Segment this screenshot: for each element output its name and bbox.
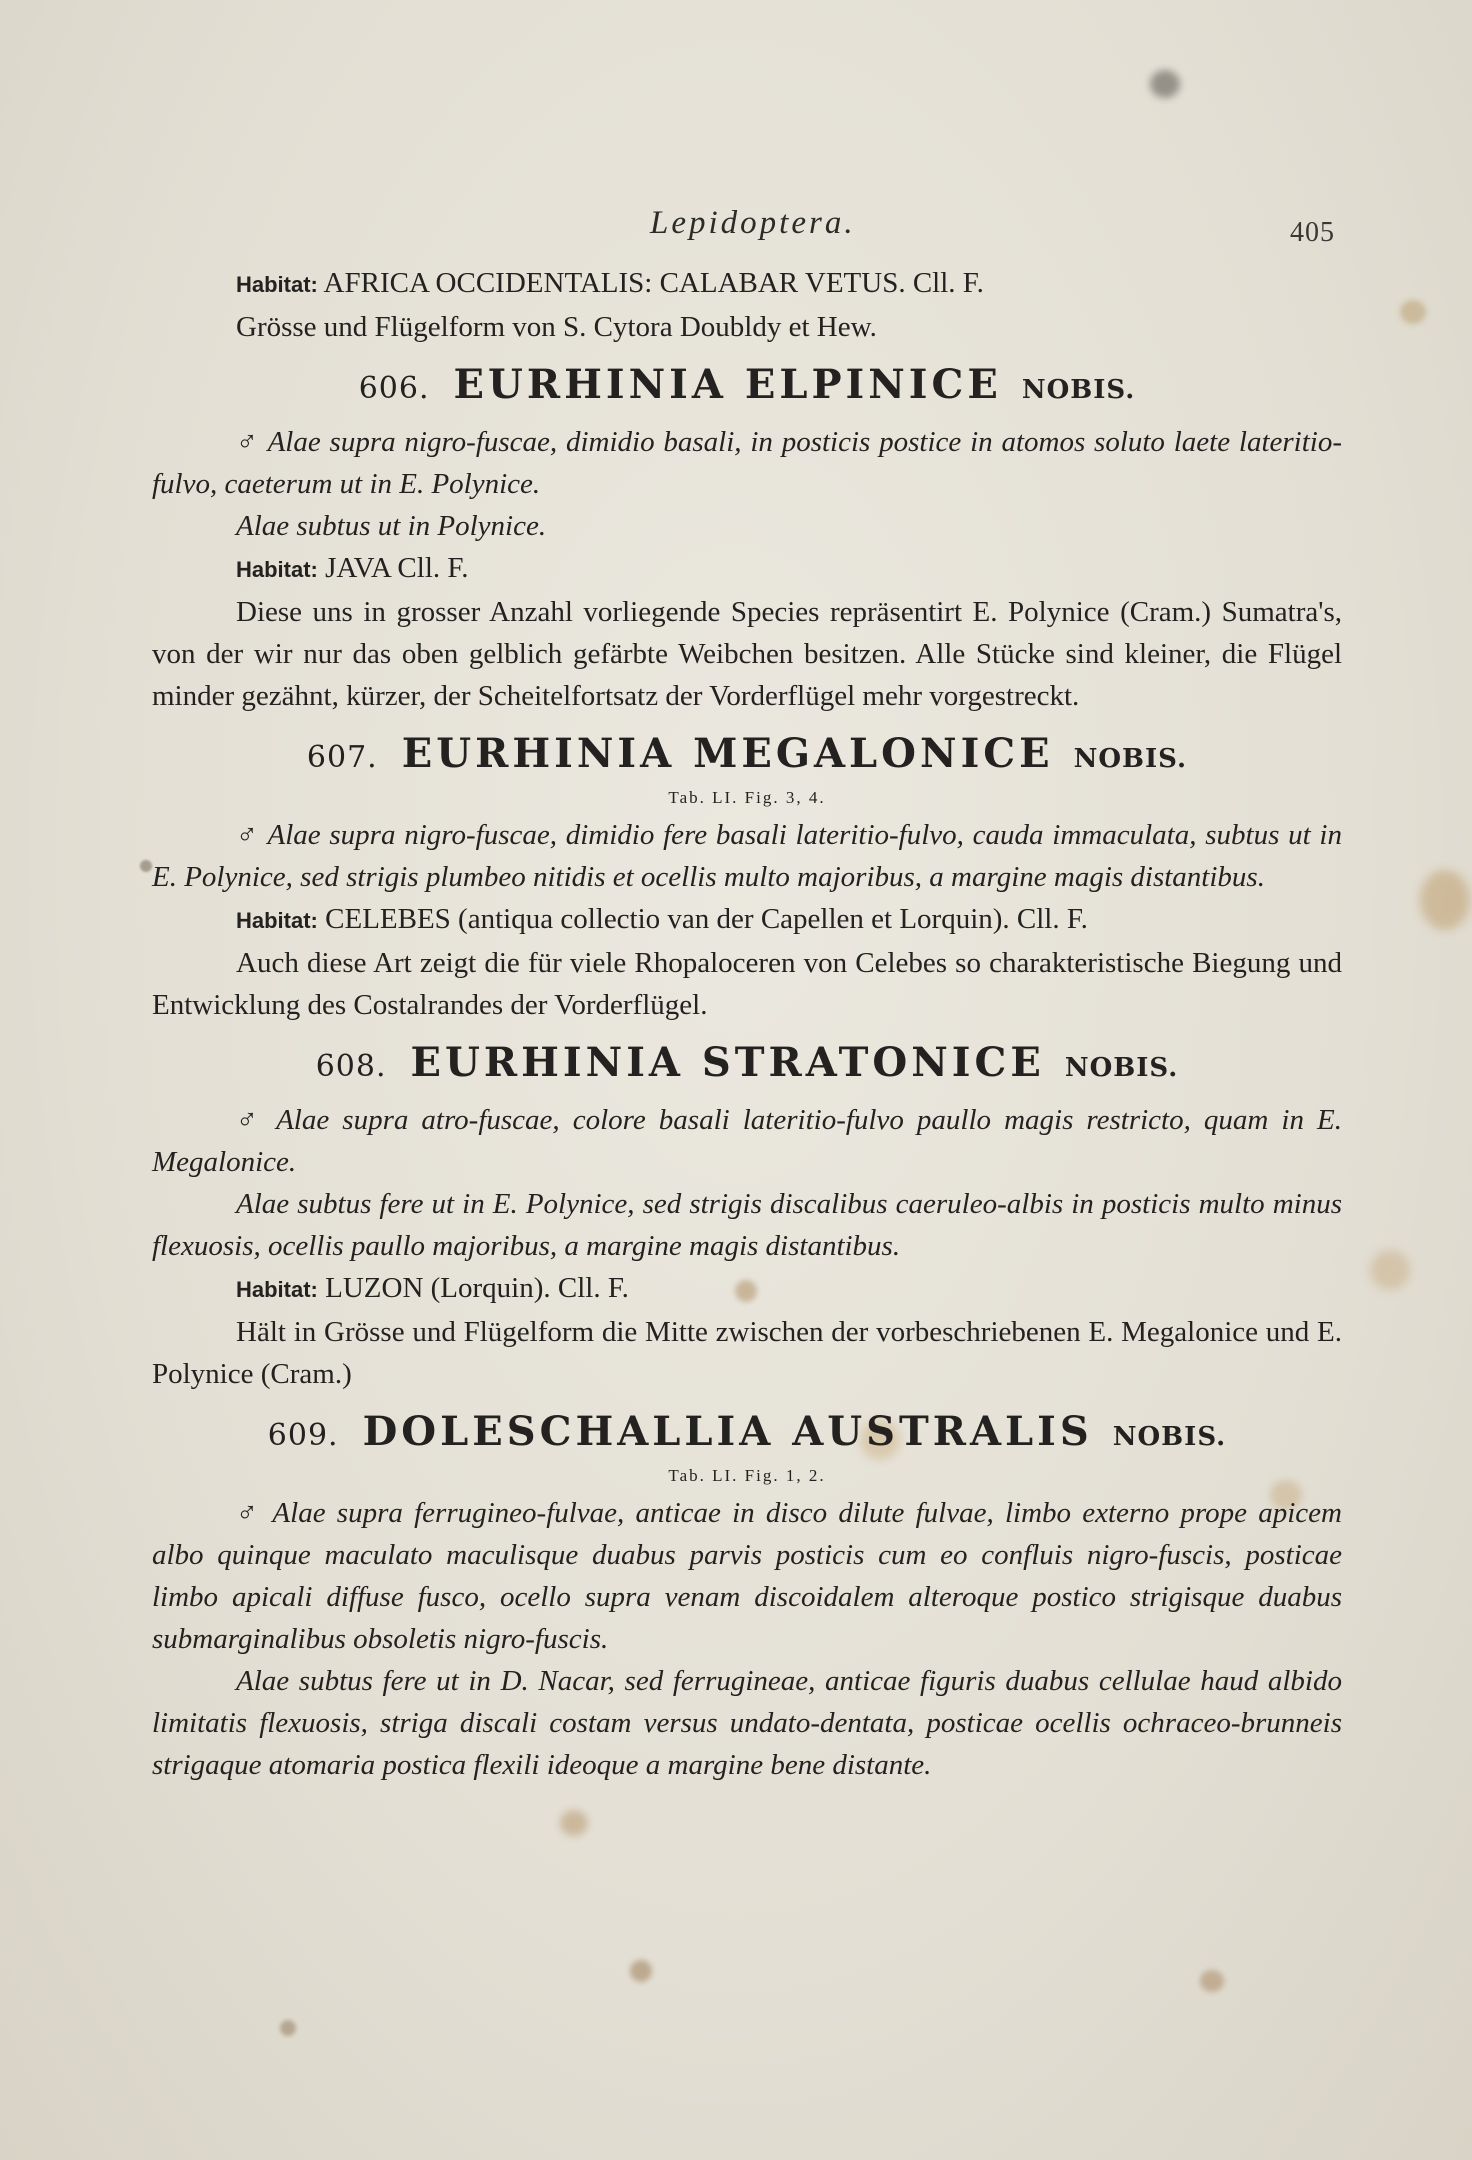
habitat-label: Habitat: [236, 908, 318, 933]
species-number: 608. [315, 1049, 387, 1084]
habitat-label: Habitat: [236, 557, 318, 582]
species-name: EURHINIA STRATONICE [410, 1039, 1045, 1086]
foxing-spot [1370, 1250, 1410, 1290]
running-head [0, 205, 1472, 248]
plate-reference: Tab. LI. Fig. 3, 4. [668, 788, 826, 807]
species-heading [152, 725, 1342, 788]
species-remark: Diese uns in grosser Anzahl vorliegende Species repräsentirt E. Polynice (Cram.) Sumatra's, von der wir nur das oben gelblich gefärbte Weibchen besitzen. Alle Stücke sind kleiner, die Flügel minder gezähnt, kürzer, der Scheitelfortsatz der Vorderflügel mehr vorgestreckt. [152, 596, 1342, 712]
foxing-spot [1420, 870, 1470, 930]
habitat-label: Habitat: [236, 1277, 318, 1302]
latin-description-underside: Alae subtus ut in Polynice. [236, 510, 547, 542]
habitat-label: Habitat: [236, 272, 318, 297]
plate-reference: Tab. LI. Fig. 1, 2. [668, 1466, 826, 1485]
species-habitat [152, 1267, 1342, 1311]
foxing-spot [280, 2020, 296, 2036]
species-name: EURHINIA MEGALONICE [401, 730, 1054, 777]
page-body [152, 262, 1342, 1786]
species-name: DOLESCHALLIA AUSTRALIS [362, 1408, 1093, 1455]
latin-description: ♂ Alae supra nigro-fuscae, dimidio basali, in posticis postice in atomos soluto laete lateritio-fulvo, caeterum ut in E. Polynice. [152, 426, 1342, 500]
latin-description: ♂ Alae supra atro-fuscae, colore basali lateritio-fulvo paullo magis restricto, quam in E. Megalonice. [152, 1104, 1342, 1178]
species-heading [152, 1034, 1342, 1097]
species-habitat [152, 547, 1342, 591]
habitat-text: AFRICA OCCIDENTALIS: CALABAR VETUS. Cll. F. [323, 267, 984, 299]
species-author: NOBIS. [1021, 375, 1136, 405]
species-number: 609. [267, 1418, 339, 1453]
habitat-text: JAVA Cll. F. [325, 552, 469, 584]
species-author: NOBIS. [1073, 744, 1188, 774]
page-number: 405 [1290, 217, 1335, 248]
species-habitat [152, 898, 1342, 942]
foxing-spot [630, 1960, 652, 1982]
species-remark: Auch diese Art zeigt die für viele Rhopaloceren von Celebes so charakteristische Biegung und Entwicklung des Costalrandes der Vorderflügel. [152, 947, 1342, 1021]
species-number: 607. [306, 740, 378, 775]
latin-description-underside: Alae subtus fere ut in E. Polynice, sed strigis discalibus caeruleo-albis in posticis multo minus flexuosis, ocellis paullo majoribus, a margine magis distantibus. [152, 1188, 1342, 1262]
latin-description-underside: Alae subtus fere ut in D. Nacar, sed ferrugineae, anticae figuris duabus cellulae haud albido limitatis flexuosis, striga discali costam versus undato-dentata, posticae ocellis ochraceo-brunneis strigaque atomaria postica flexili ideoque a margine bene distante. [152, 1665, 1342, 1781]
foxing-spot [560, 1810, 588, 1836]
latin-description: ♂ Alae supra nigro-fuscae, dimidio fere basali lateritio-fulvo, cauda immaculata, subtus ut in E. Polynice, sed strigis plumbeo nitidis et ocellis multo majoribus, a margine magis distantibus. [152, 819, 1342, 893]
foxing-spot [1400, 300, 1426, 324]
foxing-spot [140, 860, 152, 872]
intro-habitat [152, 262, 1342, 306]
species-remark: Hält in Grösse und Flügelform die Mitte zwischen der vorbeschriebenen E. Megalonice und E. Polynice (Cram.) [152, 1316, 1342, 1390]
species-author: NOBIS. [1112, 1422, 1227, 1452]
species-number: 606. [358, 371, 430, 406]
foxing-spot [1200, 1970, 1224, 1992]
species-heading [152, 1403, 1342, 1466]
species-name: EURHINIA ELPINICE [453, 361, 1002, 408]
running-head-title: Lepidoptera. [650, 205, 856, 241]
species-heading [152, 356, 1342, 419]
habitat-text: LUZON (Lorquin). Cll. F. [325, 1272, 629, 1304]
latin-description: ♂ Alae supra ferrugineo-fulvae, anticae in disco dilute fulvae, limbo externo prope apicem albo quinque maculato maculisque duabus parvis posticis cum eo confluis nigro-fuscis, posticae limbo apicali diffuse fusco, ocello supra venam discoidalem alteroque postico strigisque duabus submarginalibus obsoletis nigro-fuscis. [152, 1497, 1342, 1655]
habitat-text: CELEBES (antiqua collectio van der Capellen et Lorquin). Cll. F. [325, 903, 1088, 935]
intro-note: Grösse und Flügelform von S. Cytora Doubldy et Hew. [236, 311, 877, 343]
species-author: NOBIS. [1064, 1053, 1179, 1083]
foxing-spot [1150, 70, 1180, 98]
